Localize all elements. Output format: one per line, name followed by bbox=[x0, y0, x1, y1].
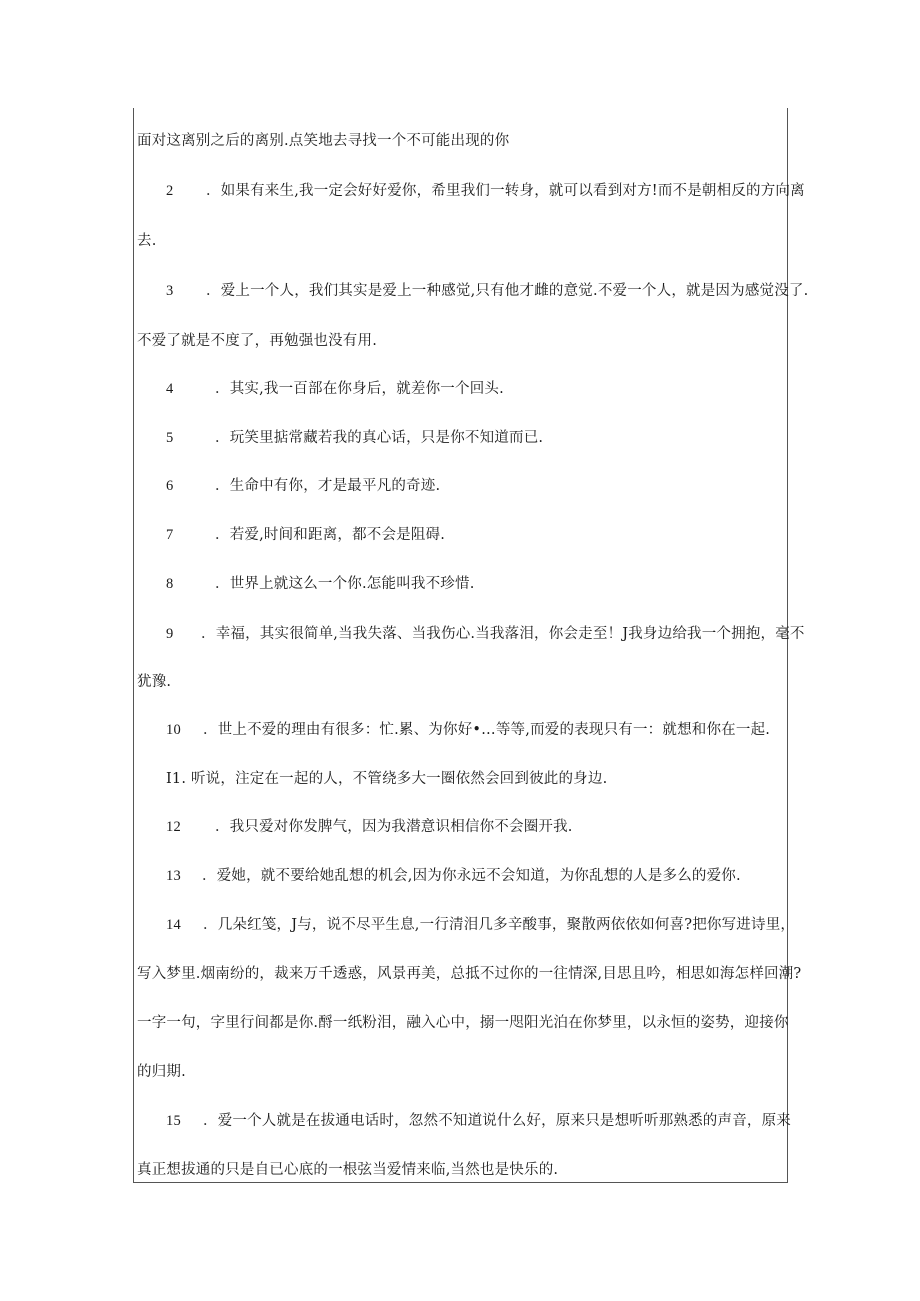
item-text: ．若爱,时间和距离，都不会是阻碍. bbox=[215, 527, 446, 543]
item-number: 15 bbox=[166, 1113, 181, 1129]
list-item bbox=[137, 916, 795, 934]
text-line: 的归期. bbox=[137, 1064, 186, 1080]
list-item bbox=[137, 429, 543, 447]
list-item bbox=[137, 526, 445, 544]
item-text: ．其实,我一百部在你身后，就差你一个回头. bbox=[215, 381, 504, 397]
list-item bbox=[137, 477, 440, 495]
item-text: ．生命中有你，才是最平凡的奇迹. bbox=[215, 478, 441, 494]
text-line: 面对这离别之后的离别.点笑地去寻找一个不可能出现的你 bbox=[137, 133, 510, 149]
list-item bbox=[137, 867, 741, 885]
item-number: 10 bbox=[166, 722, 181, 738]
item-text: ．几朵红笺，J与，说不尽平生息,一行清泪几多辛酸事，聚散两依依如何喜?把你写进诗里， bbox=[203, 917, 796, 933]
item-text: ．幸福，其实很简单,当我失落、当我伤心.当我落泪，你会走至！J我身边给我一个拥抱，毫不 bbox=[201, 626, 805, 642]
item-text: ．爱一个人就是在拔通电话时，忽然不知道说什么好，原来只是想听听那熟悉的声音，原来 bbox=[203, 1113, 791, 1129]
item-text: ．世界上就这么一个你.怎能叫我不珍惜. bbox=[215, 576, 475, 592]
item-number: 5 bbox=[166, 430, 174, 446]
item-number: 13 bbox=[166, 868, 181, 884]
item-text: ．世上不爱的理由有很多：忙.累、为你好•…等等,而爱的表现只有一：就想和你在一起. bbox=[203, 722, 771, 738]
list-item bbox=[137, 380, 504, 398]
list-item bbox=[137, 182, 805, 200]
text-line: I1. 听说，注定在一起的人，不管绕多大一圈依然会回到彼此的身边. bbox=[166, 771, 608, 787]
text-line: 真正想拔通的只是自已心底的一根弦当爱情来临,当然也是快乐的. bbox=[137, 1162, 559, 1178]
item-text: ．爱上一个人，我们其实是爱上一种感觉,只有他才雌的意觉.不爱一个人，就是因为感觉没了. bbox=[206, 283, 809, 299]
list-item bbox=[137, 1112, 791, 1130]
list-item bbox=[137, 721, 770, 739]
item-number: 8 bbox=[166, 576, 174, 592]
text-line: 一字一句，字里行间都是你.酹一纸粉泪，融入心中，搦一咫阳光泊在你梦里，以永恒的姿势，迎接你 bbox=[137, 1015, 789, 1031]
list-item bbox=[137, 818, 573, 836]
text-line: 去. bbox=[137, 233, 157, 249]
item-text: ．爱她，就不要给她乱想的机会,因为你永远不会知道，为你乱想的人是多么的爱你. bbox=[202, 868, 741, 884]
item-text: ．玩笑里掂常藏若我的真心话，只是你不知道而已. bbox=[215, 430, 544, 446]
text-line: 不爱了就是不度了，再勉强也没有用. bbox=[137, 333, 378, 349]
item-number: 3 bbox=[166, 283, 174, 299]
item-number: 14 bbox=[166, 917, 181, 933]
item-number: 7 bbox=[166, 527, 174, 543]
item-number: 4 bbox=[166, 381, 174, 397]
list-item bbox=[137, 282, 808, 300]
list-item bbox=[137, 625, 805, 643]
item-text: ．我只爱对你发脾气，因为我潜意识相信你不会圈开我. bbox=[215, 819, 573, 835]
item-number: 6 bbox=[166, 478, 174, 494]
text-line: 写入梦里.烟南纷的，裁来万千透惑，风景再美，总抵不过你的一往情深,目思且吟，相思如海怎样回潮? bbox=[137, 966, 802, 982]
item-number: 9 bbox=[166, 626, 174, 642]
list-item bbox=[137, 575, 475, 593]
item-text: ．如果有来生,我一定会好好爱你，希里我们一转身，就可以看到对方!而不是朝相反的方向离 bbox=[206, 183, 805, 199]
item-number: 12 bbox=[166, 819, 181, 835]
item-number: 2 bbox=[166, 183, 174, 199]
text-line: 犹豫. bbox=[137, 674, 172, 690]
